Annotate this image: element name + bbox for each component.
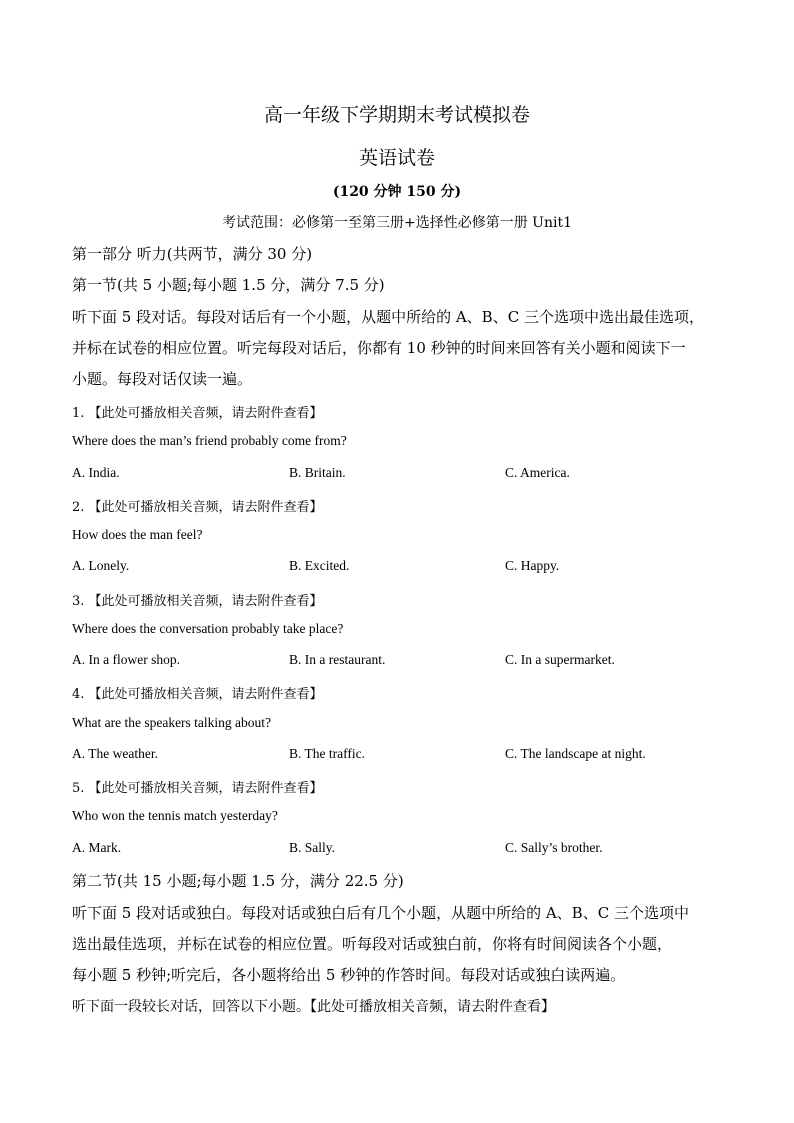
question-3-text: Where does the conversation probably take place?	[72, 621, 344, 636]
question-5-option-b[interactable]: B. Sally.	[289, 840, 336, 855]
question-4-option-c[interactable]: C. The landscape at night.	[505, 746, 646, 761]
audio-note: 【此处可播放相关音频，请去附件查看】	[88, 781, 323, 796]
question-4-option-b[interactable]: B. The traffic.	[289, 746, 365, 761]
question-5-option-a[interactable]: A. Mark.	[72, 840, 122, 855]
audio-note: 【此处可播放相关音频，请去附件查看】	[88, 687, 323, 702]
question-2-text: How does the man feel?	[72, 527, 203, 542]
audio-note: 【此处可播放相关音频，请去附件查看】	[88, 594, 323, 609]
question-2-option-c[interactable]: C. Happy.	[505, 558, 560, 573]
question-number: 2.	[72, 500, 85, 515]
question-5-audio	[72, 777, 323, 796]
question-number: 1.	[72, 406, 85, 421]
question-5-option-c[interactable]: C. Sally’s brother.	[505, 840, 603, 855]
section2-instructions-line2: 选出最佳选项，并标在试卷的相应位置。听每段对话或独白前，你将有时间阅读各个小题，	[72, 935, 673, 953]
question-3-audio	[72, 590, 323, 609]
question-1-audio	[72, 402, 323, 421]
exam-scope: 考试范围：必修第一至第三册+选择性必修第一册 Unit1	[221, 215, 572, 231]
section1-instructions-line1: 听下面 5 段对话。每段对话后有一个小题，从题中所给的 A、B、C 三个选项中选出最佳选项，	[72, 308, 704, 326]
question-2-audio	[72, 496, 323, 515]
section2-instructions-line1: 听下面 5 段对话或独白。每段对话或独白后有几个小题，从题中所给的 A、B、C 三个选项中	[72, 904, 689, 922]
part1-heading: 第一部分 听力(共两节，满分 30 分)	[72, 245, 313, 263]
section2-instructions-line3: 每小题 5 秒钟;听完后，各小题将给出 5 秒钟的作答时间。每段对话或独白读两遍。	[72, 966, 626, 984]
question-4-text: What are the speakers talking about?	[72, 715, 272, 730]
section1-heading: 第一节(共 5 小题;每小题 1.5 分，满分 7.5 分)	[72, 276, 385, 294]
question-3-option-c[interactable]: C. In a supermarket.	[505, 652, 615, 667]
exam-title: 高一年级下学期期末考试模拟卷	[263, 104, 530, 126]
question-2-option-a[interactable]: A. Lonely.	[72, 558, 130, 573]
question-3-option-a[interactable]: A. In a flower shop.	[72, 652, 180, 667]
question-1-option-b[interactable]: B. Britain.	[289, 465, 346, 480]
section1-instructions-line3: 小题。每段对话仅读一遍。	[72, 370, 253, 388]
question-number: 4.	[72, 687, 85, 702]
question-2-option-b[interactable]: B. Excited.	[289, 558, 350, 573]
question-number: 5.	[72, 781, 85, 796]
section2-next-prompt: 听下面一段较长对话，回答以下小题。【此处可播放相关音频，请去附件查看】	[72, 999, 555, 1015]
question-3-option-b[interactable]: B. In a restaurant.	[289, 652, 386, 667]
question-1-text: Where does the man’s friend probably come from?	[72, 433, 347, 448]
question-5-text: Who won the tennis match yesterday?	[72, 808, 278, 823]
question-1-option-c[interactable]: C. America.	[505, 465, 570, 480]
section1-instructions-line2: 并标在试卷的相应位置。听完每段对话后，你都有 10 秒钟的时间来回答有关小题和阅读下一	[72, 339, 686, 357]
question-4-audio	[72, 683, 323, 702]
exam-subject: 英语试卷	[358, 147, 435, 169]
audio-note: 【此处可播放相关音频，请去附件查看】	[88, 406, 323, 421]
question-number: 3.	[72, 594, 85, 609]
audio-note: 【此处可播放相关音频，请去附件查看】	[88, 500, 323, 515]
section2-heading: 第二节(共 15 小题;每小题 1.5 分，满分 22.5 分)	[72, 872, 404, 890]
question-4-option-a[interactable]: A. The weather.	[72, 746, 158, 761]
exam-time-score: (120 分钟 150 分)	[332, 184, 462, 200]
question-1-option-a[interactable]: A. India.	[72, 465, 120, 480]
